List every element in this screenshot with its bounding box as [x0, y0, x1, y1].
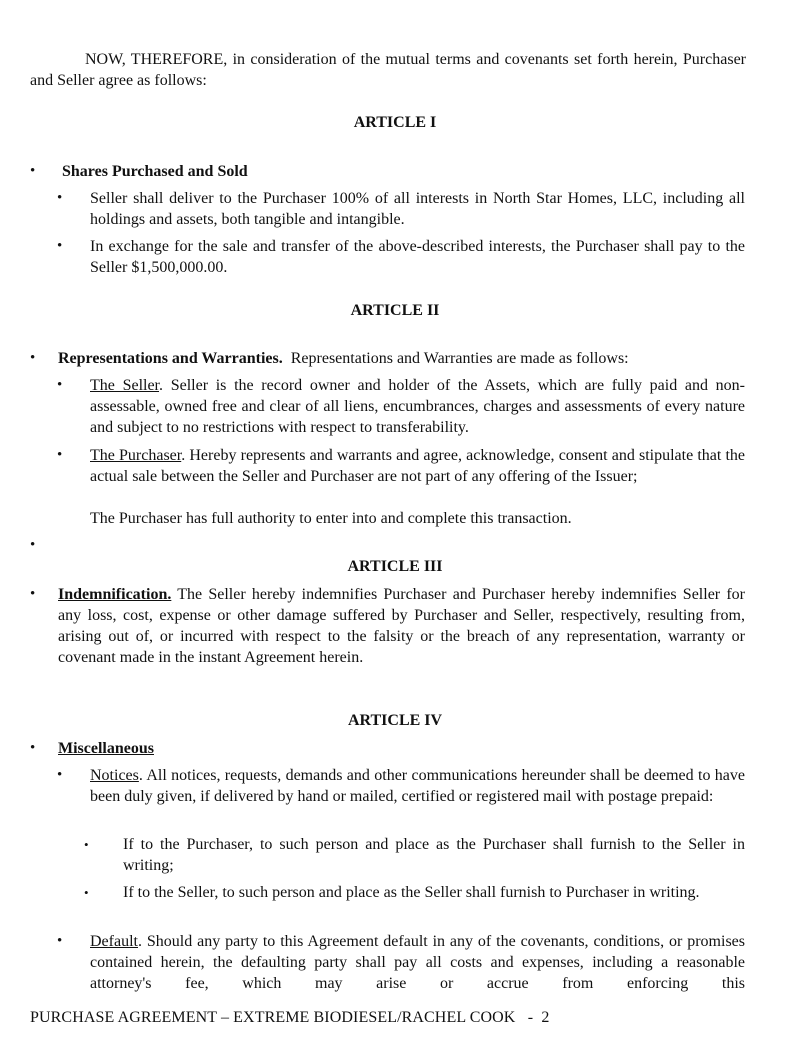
article-2-purchaser-item	[90, 445, 745, 487]
notice-purchaser-item: If to the Purchaser, to such person and place as the Purchaser shall furnish to the Seller in writing;	[123, 836, 745, 874]
seller-label: The Seller	[90, 377, 160, 394]
notices-text: . All notices, requests, demands and other communications hereunder shall be deemed to have been duly given, if delivered by hand or mailed, certified or registered mail with postage prepaid:	[90, 767, 745, 805]
bullet: •	[84, 885, 89, 900]
bullet: •	[57, 933, 63, 949]
article-2-section-title: Representations and Warranties.	[58, 350, 283, 367]
purchaser-authority-line: The Purchaser has full authority to enter into and complete this transaction.	[90, 510, 572, 527]
article-2-seller-item	[90, 375, 745, 438]
default-label: Default	[90, 933, 138, 950]
purchaser-label: The Purchaser	[90, 447, 182, 464]
article-1-section-title: Shares Purchased and Sold	[62, 163, 248, 180]
article-3-heading: ARTICLE III	[347, 558, 443, 575]
notices-item	[90, 765, 745, 807]
article-3-indemnification	[58, 584, 745, 668]
miscellaneous-title: Miscellaneous	[58, 740, 154, 757]
article-2-section-text: Representations and Warranties are made as follows:	[290, 350, 629, 367]
article-1-heading: ARTICLE I	[353, 114, 437, 131]
notice-seller-item: If to the Seller, to such person and place as the Seller shall furnish to Purchaser in writing.	[123, 884, 700, 901]
article-1-item-payment: In exchange for the sale and transfer of the above-described interests, the Purchaser shall pay to the Seller $1,500,000.00.	[90, 238, 745, 276]
bullet: •	[30, 163, 36, 179]
article-1-item-deliver: Seller shall deliver to the Purchaser 100% of all interests in North Star Homes, LLC, including all holdings and assets, both tangible and intangible.	[90, 190, 745, 228]
default-item	[90, 931, 745, 994]
article-2-section	[58, 348, 758, 369]
bullet: •	[57, 767, 63, 783]
bullet: •	[30, 537, 36, 553]
notices-label: Notices	[90, 767, 139, 784]
page-footer: PURCHASE AGREEMENT – EXTREME BIODIESEL/RACHEL COOK - 2	[30, 1009, 550, 1026]
bullet: •	[57, 447, 63, 463]
bullet: •	[57, 377, 63, 393]
purchaser-text: . Hereby represents and warrants and agree, acknowledge, consent and stipulate that the actual sale between the Seller and Purchaser are not part of any offering of the Issuer;	[90, 447, 746, 485]
indemnification-text: The Seller hereby indemnifies Purchaser and Purchaser hereby indemnifies Seller for any loss, cost, expense or other damage suffered by Purchaser and Seller, respectively, resulting from, arising out of, or incurred with respect to the falsity or the breach of any representation, warranty or covenant made in the instant Agreement herein.	[58, 586, 745, 666]
bullet: •	[84, 837, 89, 852]
bullet: •	[30, 350, 36, 366]
bullet: •	[30, 740, 36, 756]
seller-text: . Seller is the record owner and holder of the Assets, which are fully paid and non-assessable, owned free and clear of all liens, encumbrances, charges and assessments of every nature and subject to no restrictions with respect to transferability.	[90, 377, 746, 436]
bullet: •	[57, 238, 63, 254]
indemnification-title: Indemnification.	[58, 586, 172, 603]
bullet: •	[57, 190, 63, 206]
default-text: . Should any party to this Agreement default in any of the covenants, conditions, or promises contained herein, the defaulting party shall pay all costs and expenses, including a reasonable attorney's fee, which may arise or accrue from enforcing this	[90, 933, 745, 992]
article-2-heading: ARTICLE II	[350, 302, 440, 319]
article-4-heading: ARTICLE IV	[347, 712, 443, 729]
intro-paragraph: NOW, THEREFORE, in consideration of the mutual terms and covenants set forth herein, Purchaser and Seller agree as follows:	[30, 51, 746, 89]
bullet: •	[30, 586, 36, 602]
